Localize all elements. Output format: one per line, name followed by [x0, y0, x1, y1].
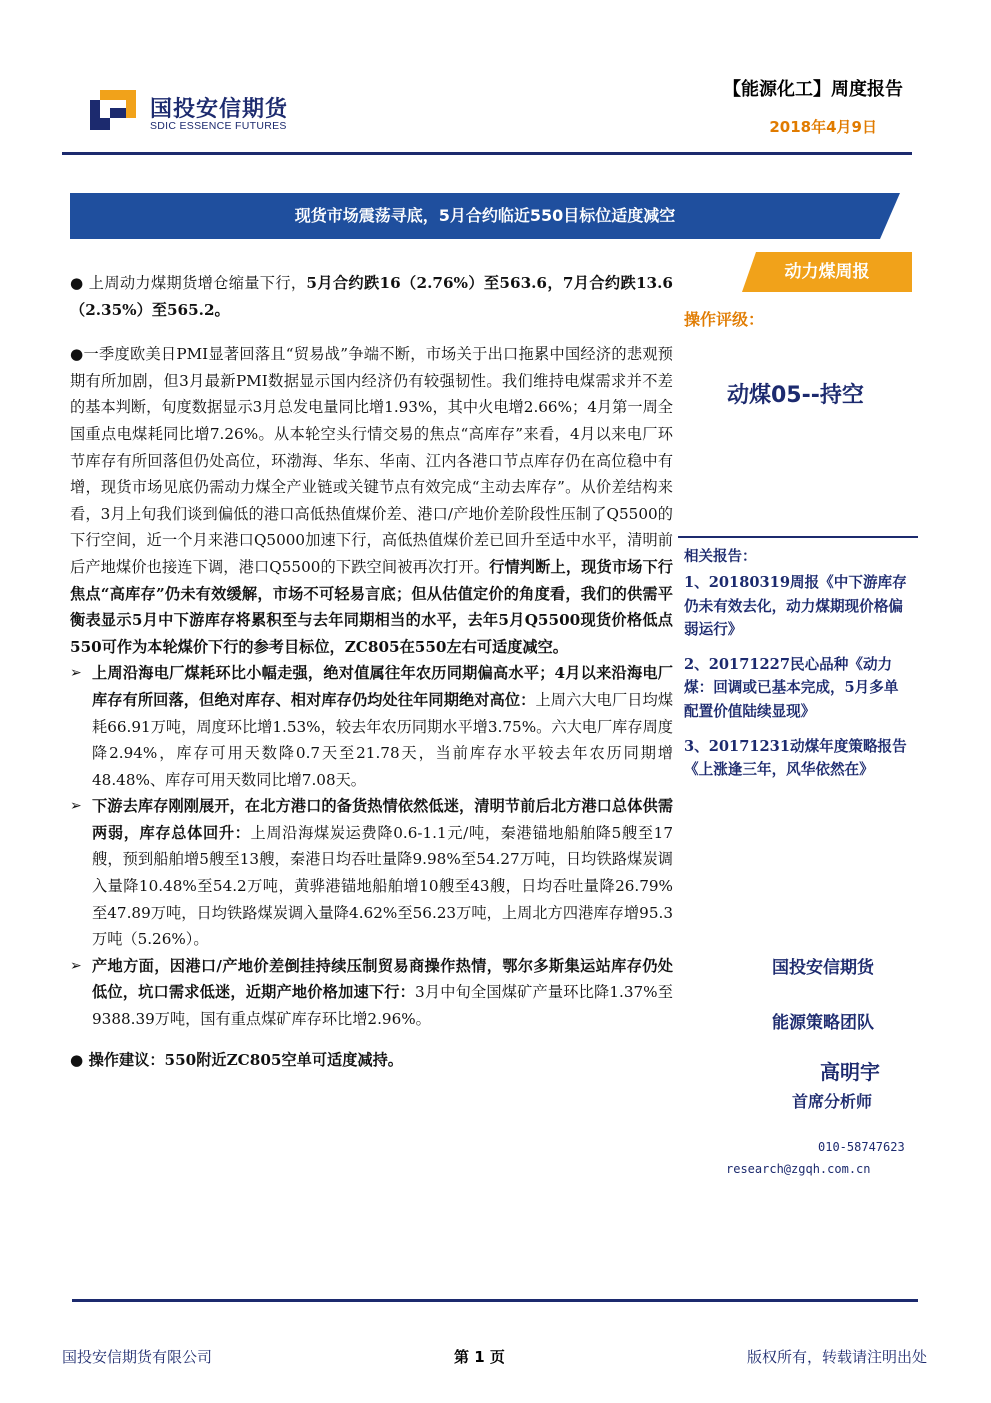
summary-lead: 上周动力煤期货增仓缩量下行，: [88, 274, 307, 292]
side-tab-label: 动力煤周报: [784, 262, 870, 282]
analyst-title: 首席分析师: [792, 1092, 873, 1111]
arrow-bullet-icon: ➢: [70, 798, 82, 815]
related-report-link[interactable]: 3、20171231动煤年度策略报告《上涨逢三年，风华依然在》: [684, 738, 907, 779]
bullet-icon: ●: [70, 1050, 84, 1069]
list-item-heading: 上周沿海电厂煤耗环比小幅走强，绝对值属往年农历同期偏高水平；4月以来沿海电厂库存有所回落，但绝对库存、相对库存仍均处往年同期绝对高位：: [92, 664, 673, 709]
logo-english-name: SDIC ESSENCE FUTURES: [150, 120, 287, 132]
sidebar-divider: [678, 536, 918, 538]
sidebar-team: 能源策略团队: [772, 1013, 874, 1033]
list-item-text: 上周六大电厂日均煤耗66.91万吨，周度环比增1.53%，较去年农历同期水平增3.75%。六大电厂库存周度降2.94%，库存可用天数降0.7天至21.78天，当前库存水平较去年农历同期增48.48%、库存可用天数同比增7.08天。: [92, 690, 674, 789]
content-bottom-divider: [72, 1299, 918, 1302]
operation-advice: [70, 1047, 673, 1074]
bullet-icon: ●: [70, 345, 84, 364]
contact-email[interactable]: research@zgqh.com.cn: [726, 1162, 871, 1176]
analyst-name: 高明宇: [820, 1060, 880, 1084]
list-item-text: 上周沿海煤炭运费降0.6-1.1元/吨，秦港锚地船舶降5艘至17艘，预到船舶增5艘至13艘，秦港日均吞吐量降9.98%至54.27万吨，日均铁路煤炭调入量降10.48%至54.2万吨，黄骅港锚地船舶增10艘至43艘，日均吞吐量降26.79%至47.89万吨，日均铁路煤炭调入量降4.62%至56.23万吨，上周北方四港库存增95.3万吨（5.26%）。: [92, 823, 674, 949]
related-reports: [684, 546, 912, 794]
page-number: 第 1 页: [454, 1348, 505, 1366]
company-logo-icon: [90, 90, 136, 130]
related-report-link[interactable]: 1、20180319周报《中下游库存仍未有效去化，动力煤期现价格偏弱运行》: [684, 574, 907, 638]
analysis-paragraph: [70, 341, 673, 660]
list-item-heading: 下游去库存刚刚展开，在北方港口的备货热情依然低迷，清明节前后北方港口总体供需两弱，库存总体回升：: [92, 797, 673, 842]
rating-label: 操作评级：: [684, 310, 765, 329]
footer-company: 国投安信期货有限公司: [62, 1348, 213, 1366]
related-reports-title: 相关报告：: [684, 549, 757, 565]
report-title: 现货市场震荡寻底，5月合约临近550目标位适度减空: [294, 206, 676, 225]
list-item: [70, 660, 673, 793]
sidebar-company: 国投安信期货: [772, 958, 874, 978]
analysis-text: 一季度欧美日PMI显著回落且“贸易战”争端不断，市场关于出口拖累中国经济的悲观预期有所加剧，但3月最新PMI数据显示国内经济仍有较强韧性。我们维持电煤需求并不差的基本判断，旬度数据显示3月总发电量同比增1.93%，其中火电增2.66%；4月第一周全国重点电煤耗同比增7.26%。从本轮空头行情交易的焦点“高库存”来看，4月以来电厂环节库存有所回落但仍处高位，环渤海、华东、华南、江内各港口节点库存仍在高位稳中有增，现货市场见底仍需动力煤全产业链或关键节点有效完成“主动去库存”。从价差结构来看，3月上旬我们谈到偏低的港口高低热值煤价差、港口/产地价差阶段性压制了Q5500的下行空间，近一个月来港口Q5000加速下行，高低热值煤价差已回升至适中水平，清明前后产地煤价也接连下调，港口Q5500的下跌空间被再次打开。: [70, 345, 673, 576]
logo-chinese-name: 国投安信期货: [150, 97, 289, 122]
report-type: 【能源化工】周度报告: [723, 79, 903, 100]
header-divider: [62, 152, 912, 155]
related-report-link[interactable]: 2、20171227民心品种《动力煤：回调或已基本完成，5月多单配置价值陆续显现》: [684, 656, 899, 720]
bullet-icon: ●: [70, 274, 84, 292]
contact-phone: 010-58747623: [818, 1140, 905, 1154]
arrow-bullet-icon: ➢: [70, 665, 82, 682]
list-item-heading: 产地方面，因港口/产地价差倒挂持续压制贸易商操作热情，鄂尔多斯集运站库存仍处低位，坑口需求低迷，近期产地价格加速下行：: [92, 956, 673, 1002]
rating-value: 动煤05--持空: [727, 383, 864, 408]
footer-copyright: 版权所有，转载请注明出处: [746, 1348, 927, 1366]
analysis-conclusion: 行情判断上，现货市场下行焦点“高库存”仍未有效缓解，市场不可轻易言底；但从估值定价的角度看，我们的供需平衡表显示5月中下游库存将累积至与去年同期相当的水平，去年5月Q5500现货价格低点550可作为本轮煤价下行的参考目标位，ZC805在550左右可适度减空。: [70, 557, 673, 656]
report-date: 2018年4月9日: [769, 118, 877, 136]
arrow-bullet-icon: ➢: [70, 957, 82, 974]
operation-advice-text: 操作建议：550附近ZC805空单可适度减持。: [88, 1050, 403, 1069]
summary-bold: 5月合约跌16（2.76%）至563.6，7月合约跌13.6（2.35%）至565.2。: [70, 274, 673, 319]
list-item: [70, 953, 673, 1033]
list-item: [70, 793, 673, 953]
list-item-text: 3月中旬全国煤矿产量环比降1.37%至9388.39万吨，国有重点煤矿库存环比增2.96%。: [92, 983, 673, 1029]
summary-paragraph: [70, 270, 673, 323]
main-column: [70, 270, 673, 1073]
